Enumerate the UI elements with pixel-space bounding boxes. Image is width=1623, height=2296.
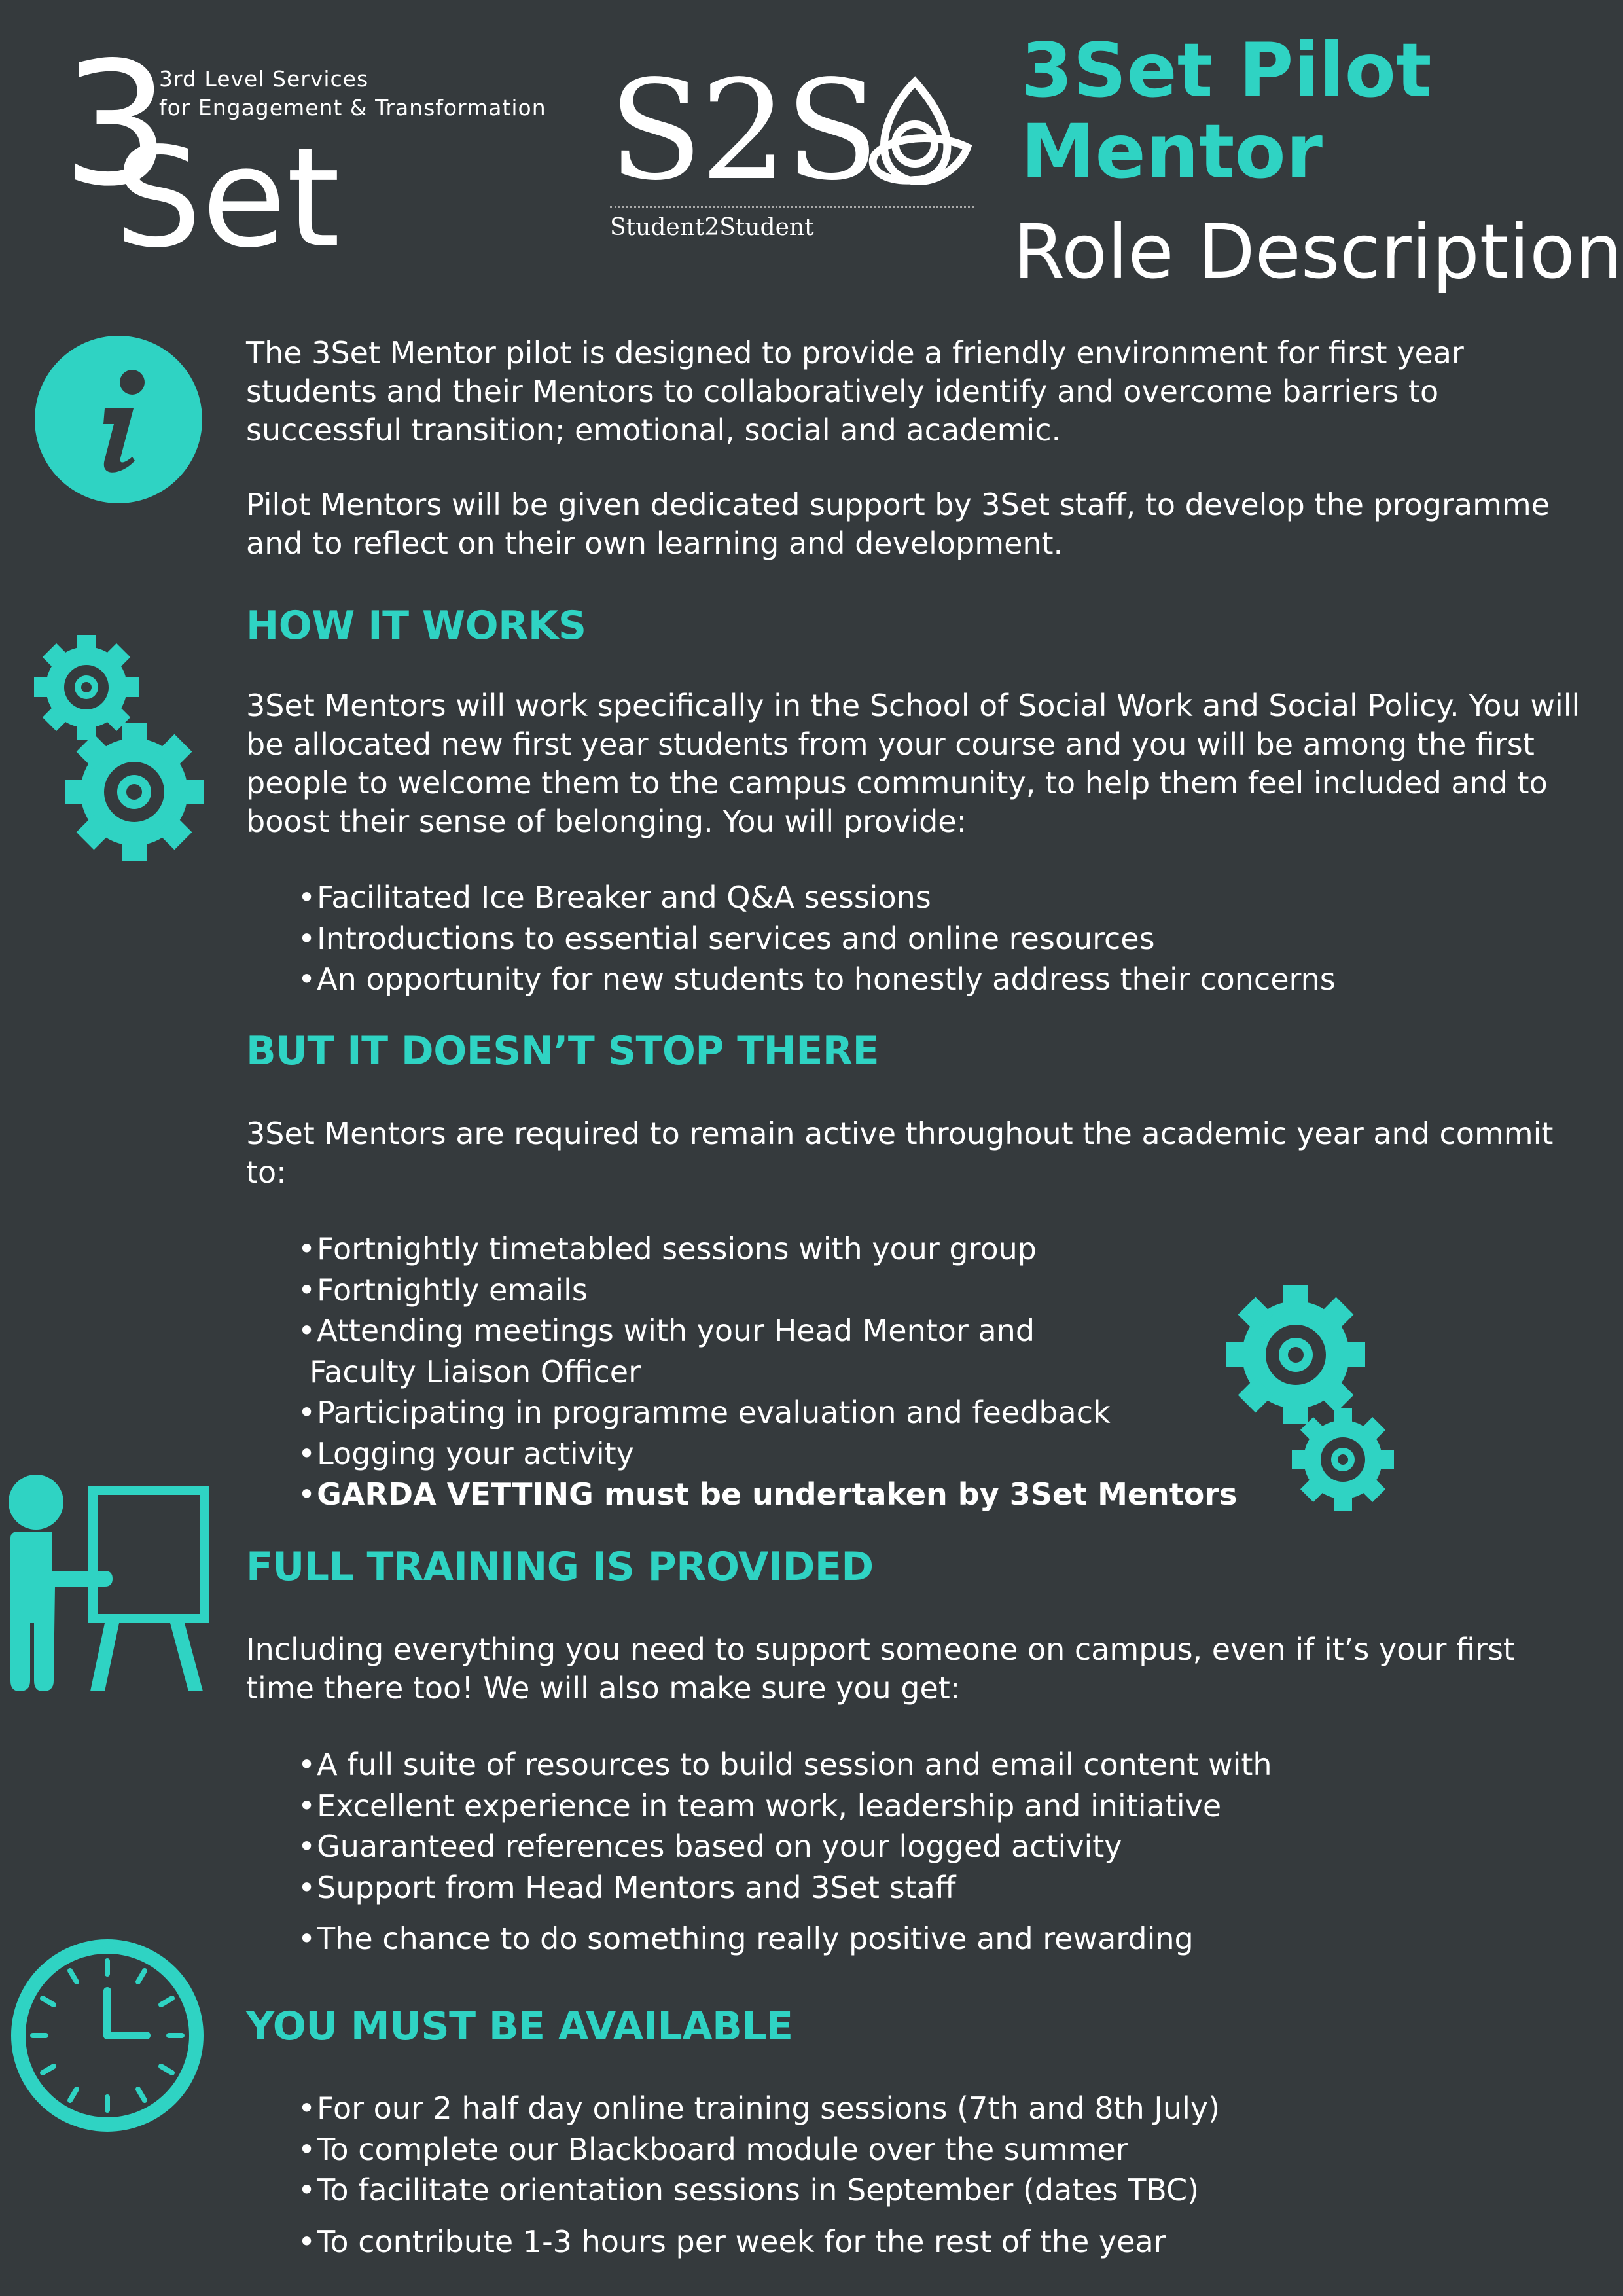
bullet-dot: • [298,1921,316,1956]
bullet-dot: • [298,1435,316,1471]
info-icon [34,335,203,504]
intro-paragraph-1: The 3Set Mentor pilot is designed to provide a friendly environment for first year students and their Mentors to collaboratively identify and overcome barriers to successful transition; emotional, social and academic. [246,335,1464,448]
available-list [298,2088,1220,2262]
bullet-dot: • [298,1829,316,1864]
list-item-text: Logging your activity [317,1435,634,1471]
logo-3set-line1: 3rd Level Services [159,66,369,92]
logo-s2s [609,50,975,245]
bullet-dot: • [298,1313,316,1348]
list-item-text: To contribute 1-3 hours per week for the rest of the year [317,2223,1166,2259]
intro-paragraph-2: Pilot Mentors will be given dedicated support by 3Set staff, to develop the programme and to reflect on their own learning and development. [246,487,1550,561]
clock-icon [9,1937,205,2134]
bullet-dot: • [298,2131,316,2167]
list-item [298,2129,1220,2170]
list-item-text: Participating in programme evaluation and feedback [317,1395,1111,1430]
bullet-dot: • [298,1395,316,1430]
list-item [298,1744,1272,1785]
list-item-text: Excellent experience in team work, leadership and initiative [317,1787,1222,1823]
gears-icon [33,632,209,867]
doesnt-stop-list [298,1229,1237,1515]
list-item [298,1826,1272,1867]
bullet-dot: • [298,1787,316,1823]
list-item-text: To facilitate orientation sessions in September (dates TBC) [317,2172,1200,2208]
how-it-works-paragraph: 3Set Mentors will work specifically in the School of Social Work and Social Policy. You will be allocated new first year students from your course and you will be among the first people to welcome them to the campus community, to help them feel included and to boost their sense of belonging. You will provide: [246,688,1580,839]
how-it-works-heading: HOW IT WORKS [246,603,586,649]
list-item [298,1867,1272,1909]
list-item-text: Support from Head Mentors and 3Set staff [317,1869,956,1905]
list-item [298,1918,1272,1960]
list-item-text: Introductions to essential services and online resources [317,920,1155,956]
bullet-dot: • [298,1869,316,1905]
list-item [298,1270,1237,1311]
bullet-dot: • [298,2172,316,2208]
list-item [298,2221,1220,2263]
logo-3set [62,26,566,278]
training-heading: FULL TRAINING IS PROVIDED [246,1544,874,1590]
logo-3set-line2: for Engagement & Transformation [159,95,546,120]
title-line2: Mentor [1021,108,1323,195]
list-item [298,918,1336,960]
list-item-text: To complete our Blackboard module over the summer [317,2131,1128,2167]
available-heading: YOU MUST BE AVAILABLE [246,2003,793,2049]
bullet-dot: • [298,920,316,956]
list-item-text: Guaranteed references based on your logged activity [317,1829,1122,1864]
logo-s2s-mark: S2S [609,50,877,211]
page-title: Role Description [1013,208,1623,295]
list-item [298,1474,1237,1515]
list-item-text: Facilitated Ice Breaker and Q&A sessions [317,880,931,915]
bullet-dot: • [298,1747,316,1782]
bullet-dot: • [298,1231,316,1266]
list-item-continuation [298,1352,1237,1393]
list-item-text: Faculty Liaison Officer [310,1354,641,1390]
list-item [298,1229,1237,1270]
logo-3set-digit: 3 [62,26,171,224]
title-line1: 3Set Pilot [1021,27,1432,114]
list-item [298,2170,1220,2211]
bullet-dot: • [298,2090,316,2126]
gears-icon-right [1224,1286,1400,1522]
list-item-text: For our 2 half day online training sessions (7th and 8th July) [317,2090,1221,2126]
list-item [298,959,1336,1000]
list-item-text: An opportunity for new students to honestly address their concerns [317,961,1336,997]
bullet-dot: • [298,961,316,997]
doesnt-stop-heading: BUT IT DOESN’T STOP THERE [246,1028,880,1074]
list-item-text: Fortnightly timetabled sessions with your group [317,1231,1037,1266]
how-it-works-list [298,877,1336,1000]
logo-s2s-divider [610,206,974,208]
training-list [298,1744,1272,1960]
logo-3set-letters: Set [115,118,340,278]
list-item [298,1785,1272,1827]
bullet-dot: • [298,1477,316,1512]
list-item-text: The chance to do something really positive and rewarding [317,1921,1194,1956]
list-item-text: Fortnightly emails [317,1272,588,1308]
bullet-dot: • [298,880,316,915]
bullet-dot: • [298,2223,316,2259]
list-item [298,877,1336,918]
list-item-text: A full suite of resources to build session and email content with [317,1747,1272,1782]
list-item-text: Attending meetings with your Head Mentor and [317,1313,1035,1348]
doesnt-stop-paragraph: 3Set Mentors are required to remain active throughout the academic year and commit to: [246,1116,1554,1190]
bullet-dot: • [298,1272,316,1308]
list-item [298,1433,1237,1475]
teacher-board-icon [7,1473,209,1695]
list-item [298,1310,1237,1352]
logo-s2s-sub: Student2Student [610,214,814,241]
training-paragraph: Including everything you need to support someone on campus, even if it’s your first time there too! We will also make sure you get: [246,1632,1515,1706]
garda-vetting-text: GARDA VETTING must be undertaken by 3Set Mentors [317,1477,1238,1512]
triquetra-icon [856,75,974,187]
list-item [298,2088,1220,2129]
list-item [298,1392,1237,1433]
